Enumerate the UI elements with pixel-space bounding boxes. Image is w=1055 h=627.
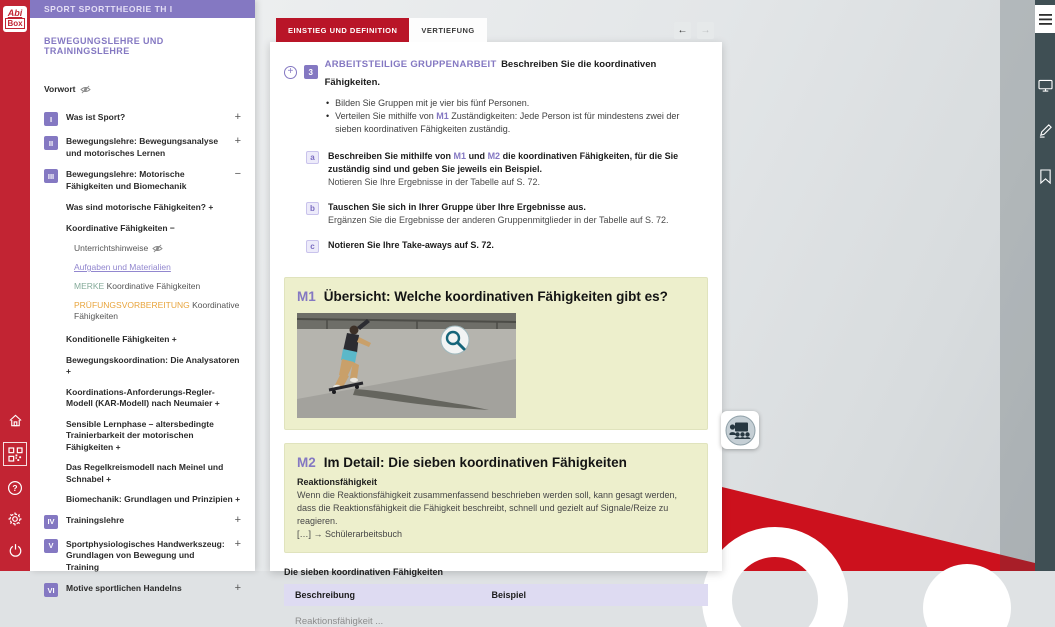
subtask-b: b Tauschen Sie sich in Ihrer Gruppe über Ihre Ergebnisse aus. Ergänzen Sie die Ergebnisse der anderen Gruppenmitglieder in der Tabelle auf S. 72. (306, 201, 708, 227)
column-header-beispiel: Beispiel (491, 589, 527, 600)
pencil-icon[interactable] (1038, 123, 1053, 143)
home-icon[interactable] (6, 411, 24, 429)
sidebar-item-analysatoren[interactable]: Bewegungskoordination: Die Analysatoren + (66, 354, 240, 376)
chapter-numeral: III (44, 169, 58, 183)
svg-text:?: ? (12, 483, 18, 493)
expand-icon[interactable]: + (234, 111, 241, 123)
table-header (284, 584, 708, 606)
subtask-letter-badge: a (306, 151, 319, 164)
back-arrow-button[interactable]: ← (674, 22, 691, 39)
eye-off-icon (80, 85, 91, 94)
m2-title: Im Detail: Die sieben koordinativen Fähigkeiten (323, 454, 627, 470)
m1-tag: M1 (297, 288, 316, 304)
chapter-numeral: IV (44, 515, 58, 529)
sidebar-item-sensible-lernphase[interactable]: Sensible Lernphase – altersbedingte Trainierbarkeit der motorischen Fähigkeiten + (66, 418, 214, 452)
m1-reference: M1 (436, 111, 449, 121)
sidebar-item-kar-modell[interactable]: Koordinations-Anforderungs-Regler-Modell (KAR-Modell) nach Neumaier + (66, 386, 220, 408)
sidebar-item-sportphysiologisches[interactable]: V Sportphysiologisches Handwerkszeug: Grundlagen von Bewegung und Training + (44, 539, 241, 574)
sidebar-item-koordinative[interactable]: Koordinative Fähigkeiten − (66, 222, 175, 233)
logo-text-box: Box (7, 19, 23, 28)
sidebar-item-unterrichtshinweise[interactable]: Unterrichtshinweise (74, 243, 241, 254)
sidebar-item-was-ist-sport[interactable]: I Was ist Sport? + (44, 112, 241, 126)
sidebar-item-bewegungsanalyse[interactable]: II Bewegungslehre: Bewegungsanalyse und motorisches Lernen + (44, 136, 241, 159)
sidebar-item-merke[interactable]: MERKE Koordinative Fähigkeiten (74, 281, 201, 291)
m2-source: […] → Schülerarbeitsbuch (297, 528, 403, 539)
abibox-logo[interactable] (3, 6, 27, 32)
power-icon[interactable] (6, 541, 24, 559)
forward-arrow-button[interactable]: → (697, 22, 714, 39)
chapter-numeral: V (44, 539, 58, 553)
task-title: Beschreiben Sie die koordinativen Fähigkeiten. (324, 59, 657, 88)
m2-body-text: Wenn die Reaktionsfähigkeit zusammenfassend beschrieben werden soll, kann gesagt werden, dass die Reaktionsfähigkeit die Fähigkeit beschreibt, schnell und gezielt auf Signale/Reize zu reagieren. (297, 489, 678, 526)
chapter-numeral: II (44, 136, 58, 150)
sidebar-item-vorwort[interactable]: Vorwort (44, 84, 241, 94)
eye-off-icon (152, 244, 163, 253)
sidebar-item-was-sind-motorische[interactable]: Was sind motorische Fähigkeiten? + (66, 202, 214, 212)
book-title: BEWEGUNGSLEHRE UND TRAININGSLEHRE (44, 36, 164, 56)
task-bullet: • Bilden Sie Gruppen mit je vier bis fünf Personen. (326, 98, 530, 108)
m1-reference: M1 (453, 151, 467, 161)
classroom-mode-button[interactable] (721, 411, 759, 449)
sidebar-item-konditionelle[interactable]: Konditionelle Fähigkeiten + (66, 334, 177, 344)
task-bullet: • Verteilen Sie mithilfe von M1 Zuständigkeiten: Jede Person ist für mindestens zwei der sieben koordinativen Fähigkeiten zuständig. (326, 111, 680, 134)
table-caption: Die sieben koordinativen Fähigkeiten (284, 566, 444, 577)
collapse-icon[interactable]: − (234, 168, 241, 180)
content-panel (270, 42, 722, 627)
help-icon[interactable] (6, 479, 24, 497)
task-number-badge: 3 (304, 65, 318, 79)
m2-tag: M2 (297, 454, 316, 470)
classroom-icon (725, 415, 756, 446)
chapter-numeral: VI (44, 583, 58, 597)
skateboarder-image (297, 313, 516, 418)
qr-code-icon[interactable] (3, 442, 27, 466)
menu-button[interactable] (1035, 5, 1055, 33)
expand-icon[interactable]: + (234, 537, 241, 550)
expand-icon[interactable]: + (234, 135, 241, 147)
expand-task-icon[interactable]: + (284, 66, 297, 79)
subtask-letter-badge: c (306, 240, 319, 253)
app-title: SPORT SPORTTHEORIE TH I (44, 4, 173, 14)
expand-icon[interactable]: + (234, 513, 241, 526)
column-header-beschreibung: Beschreibung (295, 589, 356, 600)
sidebar-item-trainingslehre[interactable]: IV Trainingslehre + (44, 515, 241, 529)
material-box-m2 (284, 443, 708, 553)
image-zoom-button[interactable] (439, 324, 472, 357)
sidebar-item-pruefungsvorbereitung[interactable]: PRÜFUNGSVORBEREITUNG Koordinative Fähigkeiten (74, 300, 240, 321)
tab-einstieg-und-definition[interactable]: EINSTIEG UND DEFINITION (276, 18, 409, 42)
settings-icon[interactable] (6, 510, 24, 528)
sidebar-item-regelkreismodell[interactable]: Das Regelkreismodell nach Meinel und Schnabel + (66, 462, 224, 484)
material-box-m1 (284, 277, 708, 430)
sidebar-item-motorische-faehigkeiten[interactable]: III Bewegungslehre: Motorische Fähigkeiten und Biomechanik − (44, 169, 241, 192)
sidebar-item-aufgaben-materialien[interactable]: Aufgaben und Materialien (74, 262, 171, 272)
sidebar-header (30, 0, 255, 18)
hamburger-icon (1039, 14, 1052, 25)
subtask-c: c Notieren Sie Ihre Take-aways auf S. 72. (306, 239, 708, 253)
table-row: Reaktionsfähigkeit ... (295, 615, 384, 627)
sidebar (30, 0, 255, 595)
task-type-label: ARBEITSTEILIGE GRUPPENARBEIT (324, 59, 497, 70)
m1-title: Übersicht: Welche koordinativen Fähigkeiten gibt es? (323, 288, 668, 304)
left-rail (0, 0, 30, 571)
m2-reference: M2 (487, 151, 501, 161)
logo-text-abi: Abi (7, 8, 23, 18)
right-toolbar (1035, 0, 1055, 571)
sidebar-item-motive[interactable]: VI Motive sportlichen Handelns + (44, 583, 241, 597)
tab-bar (276, 18, 722, 42)
expand-icon[interactable]: + (234, 582, 241, 594)
m2-subheading: Reaktionsfähigkeit (297, 476, 378, 487)
subtask-a: a Beschreiben Sie mithilfe von M1 und M2 die koordinativen Fähigkeiten, für die Sie zuständig sind und geben Sie jeweils ein Beispiel. Notieren Sie Ihre Ergebnisse in der Tabelle auf S. 72. (306, 150, 708, 189)
chapter-numeral: I (44, 112, 58, 126)
tab-vertiefung[interactable]: VERTIEFUNG (409, 18, 486, 42)
screen-icon[interactable] (1038, 79, 1053, 97)
sidebar-item-biomechanik[interactable]: Biomechanik: Grundlagen und Prinzipien + (66, 494, 241, 504)
bookmark-icon[interactable] (1039, 169, 1052, 189)
subtask-letter-badge: b (306, 202, 319, 215)
